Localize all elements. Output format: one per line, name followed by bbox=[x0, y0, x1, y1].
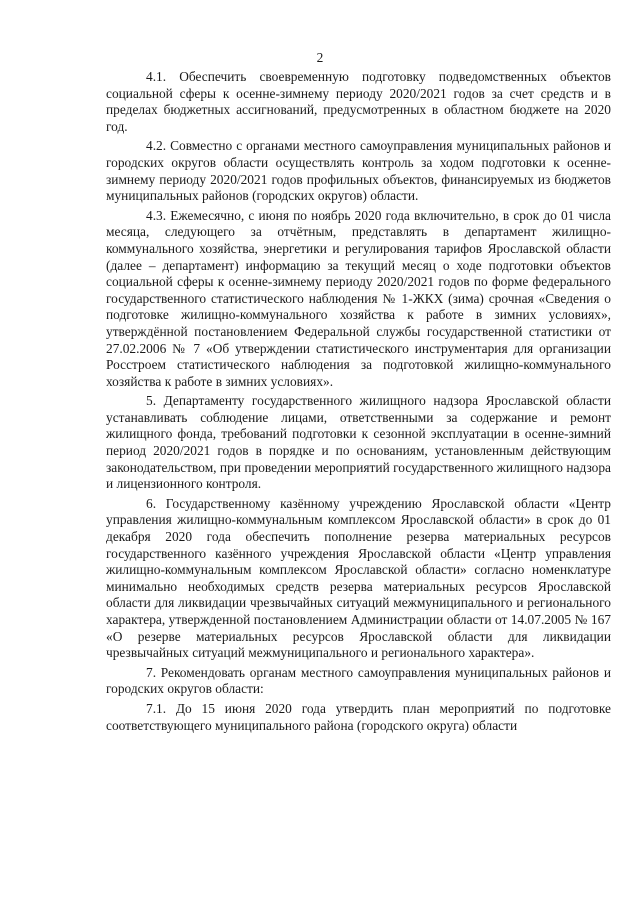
paragraph-7: 7. Рекомендовать органам местного самоуправления муниципальных районов и городских округов области: bbox=[106, 664, 611, 697]
document-body bbox=[106, 69, 611, 737]
paragraph-4-2: 4.2. Совместно с органами местного самоуправления муниципальных районов и городских округов области осуществлять контроль за ходом подготовки к осенне-зимнему периоду 2020/2021 годов профильных объектов, финансируемых из бюджетов муниципальных районов (городских округов) области. bbox=[106, 138, 611, 204]
page-number: 2 bbox=[316, 50, 324, 65]
paragraph-7-1: 7.1. До 15 июня 2020 года утвердить план мероприятий по подготовке соответствующего муниципального района (городского округа) области bbox=[106, 700, 611, 733]
paragraph-4-1: 4.1. Обеспечить своевременную подготовку подведомственных объектов социальной сферы к осенне-зимнему периоду 2020/2021 годов за счет средств и в пределах бюджетных ассигнований, предусмотренных в областном бюджете на 2020 год. bbox=[106, 69, 611, 134]
paragraph-5: 5. Департаменту государственного жилищного надзора Ярославской области устанавливать соблюдение лицами, ответственными за содержание и ремонт жилищного фонда, требований подготовки к сезонной эксплуатации в осенне-зимний период 2020/2021 годов в порядке и по основаниям, установленным действующим законодательством, при проведении мероприятий государственного жилищного надзора и лицензионного контроля. bbox=[106, 393, 611, 492]
paragraph-4-3: 4.3. Ежемесячно, с июня по ноябрь 2020 года включительно, в срок до 01 числа месяца, следующего за отчётным, представлять в департамент жилищно-коммунального хозяйства, энергетики и регулирования тарифов Ярославской области (далее – департамент) информацию за текущий месяц о ходе подготовки объектов социальной сферы к осенне-зимнему периоду 2020/2021 годов по форме федерального государственного статистического наблюдения № 1-ЖКХ (зима) срочная «Сведения о подготовке жилищно-коммунального хозяйства к работе в зимних условиях», утверждённой постановлением Федеральной службы государственной статистики от 27.02.2006 № 7 «Об утверждении статистического инструментария для организации Росстроем статистического наблюдения за подготовкой жилищно-коммунального хозяйства к работе в зимних условиях». bbox=[106, 207, 611, 389]
paragraph-6: 6. Государственному казённому учреждению Ярославской области «Центр управления жилищно-коммунальным комплексом Ярославской области» в срок до 01 декабря 2020 года обеспечить пополнение резерва материальных ресурсов государственного казённого учреждения Ярославской области «Центр управления жилищно-коммунальным комплексом Ярославской области» согласно номенклатуре минимально необходимых средств резерва материальных ресурсов Ярославской области для ликвидации чрезвычайных ситуаций межмуниципального и регионального характера, утвержденной постановлением Администрации области от 14.07.2005 № 167 «О резерве материальных ресурсов Ярославской области для ликвидации чрезвычайных ситуаций межмуниципального и регионального характера». bbox=[106, 495, 611, 661]
